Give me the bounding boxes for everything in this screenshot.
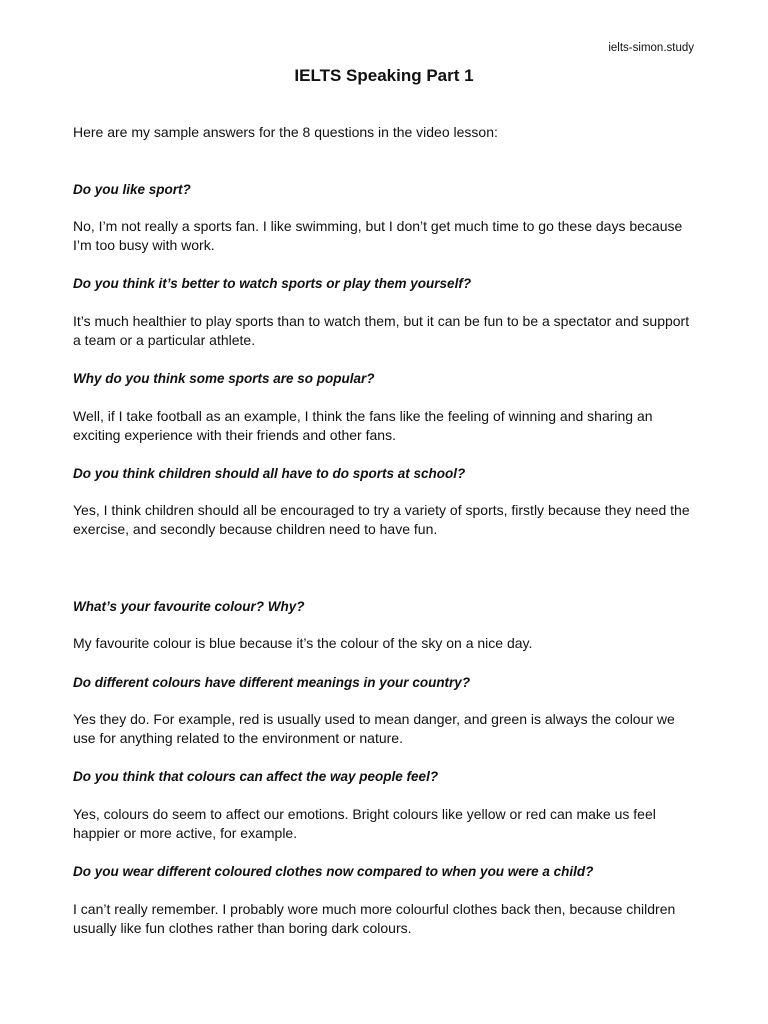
question-1: Do you like sport? <box>73 182 191 197</box>
answer-7: Yes, colours do seem to affect our emotions. Bright colours like yellow or red can make us feel happier or more active, for example. <box>73 806 656 841</box>
intro-paragraph: Here are my sample answers for the 8 questions in the video lesson: <box>73 124 498 140</box>
question-3: Why do you think some sports are so popular? <box>73 371 375 386</box>
question-8: Do you wear different coloured clothes now compared to when you were a child? <box>73 864 594 879</box>
page-title: IELTS Speaking Part 1 <box>294 66 474 85</box>
answer-1: No, I’m not really a sports fan. I like swimming, but I don’t get much time to go these days because I’m too busy with work. <box>73 218 683 253</box>
question-4: Do you think children should all have to do sports at school? <box>73 466 466 481</box>
question-5: What’s your favourite colour? Why? <box>73 599 305 614</box>
answer-8: I can’t really remember. I probably wore much more colourful clothes back then, because children usually like fun clothes rather than boring dark colours. <box>73 901 676 936</box>
answer-3: Well, if I take football as an example, I think the fans like the feeling of winning and sharing an exciting experience with their friends and other fans. <box>73 408 653 443</box>
question-7: Do you think that colours can affect the way people feel? <box>73 769 439 784</box>
question-2: Do you think it’s better to watch sports or play them yourself? <box>73 276 472 291</box>
site-url: ielts-simon.study <box>608 42 694 54</box>
answer-6: Yes they do. For example, red is usually used to mean danger, and green is always the colour we use for anything related to the environment or nature. <box>73 711 675 746</box>
answer-5: My favourite colour is blue because it’s the colour of the sky on a nice day. <box>73 635 533 651</box>
question-6: Do different colours have different meanings in your country? <box>73 675 471 690</box>
answer-4: Yes, I think children should all be encouraged to try a variety of sports, firstly because they need the exercise, and secondly because children need to have fun. <box>73 502 690 537</box>
answer-2: It’s much healthier to play sports than to watch them, but it can be fun to be a spectator and support a team or a particular athlete. <box>73 313 690 348</box>
